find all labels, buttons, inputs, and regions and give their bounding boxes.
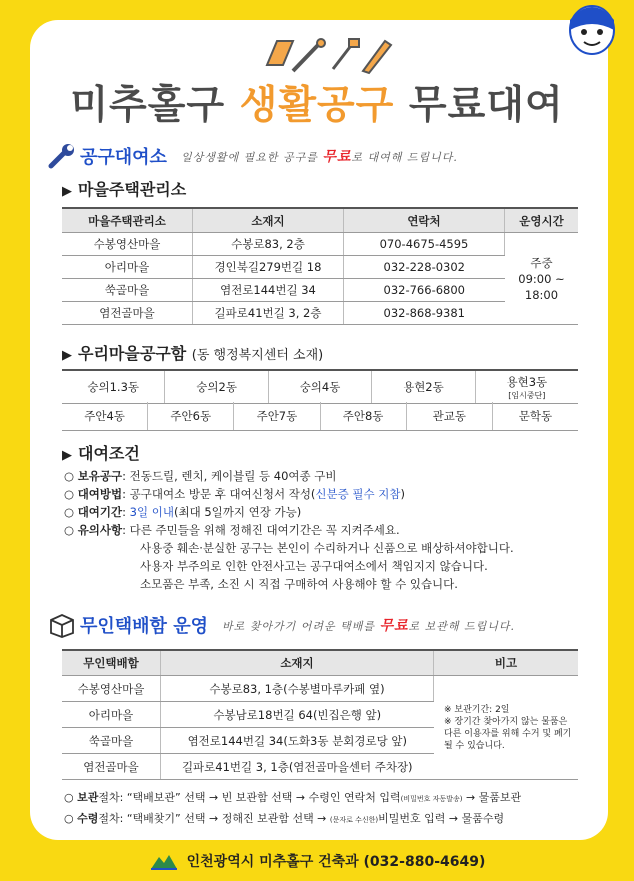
wrench-icon — [48, 143, 76, 169]
table-row: 쑥골마을 염전로144번길 34 032-766-6800 — [62, 279, 578, 302]
table-header: 소재지 — [161, 650, 434, 676]
table-header: 마을주택관리소 — [62, 208, 193, 233]
locker-tagline: 바로 찾아가기 어려운 택배를 무료로 보관해 드립니다. — [221, 618, 516, 634]
locker-heading: 무인택배함 운영 — [80, 616, 208, 637]
list-item: ○ 보유공구: 전동드릴, 렌치, 케이블릴 등 40여종 구비 — [64, 469, 337, 483]
rental-heading: 공구대여소 — [80, 147, 167, 168]
table-row: 아리마을 경인북길279번길 18 032-228-0302 — [62, 256, 578, 279]
title-highlight: 생활공구 — [239, 83, 395, 128]
table-header: 소재지 — [193, 208, 344, 233]
list-item: 사용중 훼손·분실한 공구는 본인이 수리하거나 신품으로 배상하셔야합니다. — [140, 541, 514, 555]
table-header: 연락처 — [344, 208, 505, 233]
locker-remark: ※ 보관기간: 2일 ※ 장기간 찾아가지 않는 물품은 다른 이용자를 위해 수거 및 폐기될 수 있습니다. — [434, 676, 579, 780]
table-row: 수봉영산마을 수봉로83, 1층(수봉별마루카페 옆) ※ 보관기간: 2일 ※ 장기간 찾아가지 않는 물품은 다른 이용자를 위해 수거 및 폐기될 수 있습니다. — [62, 676, 578, 702]
conditions-list — [64, 467, 514, 593]
table-row: 염전골마을 길파로41번길 3, 1층(염전골마을센터 주차장) — [62, 754, 578, 780]
locker-table — [62, 649, 578, 780]
receive-procedure: ○ 수령절차: “택배찾기” 선택 → 정해진 보관함 선택 → (문자로 수신한)비밀번호 입력 → 물품수령 — [64, 812, 505, 825]
housing-title: ▶ 마을주택관리소 — [62, 180, 187, 199]
list-item: ○ 유의사항: 다른 주민들을 위해 정해진 대여기간은 꼭 지켜주세요. — [64, 523, 400, 537]
table-row: 아리마을 수봉남로18번길 64(빈집은행 앞) — [62, 702, 578, 728]
list-item: 용현3동 [임시중단] — [506, 374, 548, 400]
operating-hours: 주중 09:00 ~ 18:00 — [505, 233, 579, 325]
procedure-list — [64, 788, 521, 830]
rental-section-heading — [48, 143, 458, 169]
list-item: 주안8동 — [321, 402, 407, 430]
footer — [0, 851, 634, 871]
list-item: 숭의2동 — [165, 371, 268, 403]
district-logo-icon — [149, 851, 179, 871]
list-item: 용현2동 — [372, 371, 475, 403]
toolbox-title: ▶ 우리마을공구함 (동 행정복지센터 소재) — [62, 344, 324, 363]
toolbox-grid-row1 — [62, 369, 578, 404]
list-item: 숭의4동 — [269, 371, 372, 403]
list-item: 주안7동 — [234, 402, 320, 430]
list-item: 주안4동 — [62, 402, 148, 430]
list-item: 사용자 부주의로 인한 안전사고는 공구대여소에서 책임지지 않습니다. — [140, 559, 488, 573]
list-item: 주안6동 — [148, 402, 234, 430]
toolbox-grid-row2 — [62, 402, 578, 431]
table-row: 쑥골마을 염전로144번길 34(도화3동 분회경로당 앞) — [62, 728, 578, 754]
footer-text: 인천광역시 미추홀구 건축과 (032-880-4649) — [186, 854, 486, 870]
locker-section-heading — [48, 612, 515, 638]
list-item: ○ 대여방법: 공구대여소 방문 후 대여신청서 작성(신분증 필수 지참) — [64, 487, 405, 501]
table-row: 염전골마을 길파로41번길 3, 2층 032-868-9381 — [62, 302, 578, 325]
housing-table — [62, 207, 578, 325]
tools-illustration-icon — [263, 35, 393, 77]
store-procedure: ○ 보관절차: “택배보관” 선택 → 빈 보관함 선택 → 수령인 연락처 입력(비밀번호 자동발송) → 물품보관 — [64, 791, 522, 804]
table-row: 수봉영산마을 수봉로83, 2층 070-4675-4595 주중 09:00 ~ 18:00 — [62, 233, 578, 256]
package-box-icon — [48, 612, 76, 638]
mascot-icon — [556, 0, 628, 62]
table-header: 운영시간 — [505, 208, 579, 233]
table-header: 비고 — [434, 650, 579, 676]
list-item: 문학동 — [518, 409, 553, 423]
page-title: 미추홀구 생활공구 무료대여 — [70, 83, 564, 128]
list-item: ○ 대여기간: 3일 이내(최대 5일까지 연장 가능) — [64, 505, 302, 519]
list-item: 관교동 — [407, 402, 493, 430]
rental-tagline: 일상생활에 필요한 공구를 무료로 대여해 드립니다. — [180, 149, 458, 165]
conditions-title: ▶ 대여조건 — [62, 444, 140, 463]
list-item: 숭의1.3동 — [62, 371, 165, 403]
table-header: 무인택배함 — [62, 650, 161, 676]
list-item: 소모품은 부족, 소진 시 직접 구매하여 사용해야 할 수 있습니다. — [140, 577, 458, 591]
